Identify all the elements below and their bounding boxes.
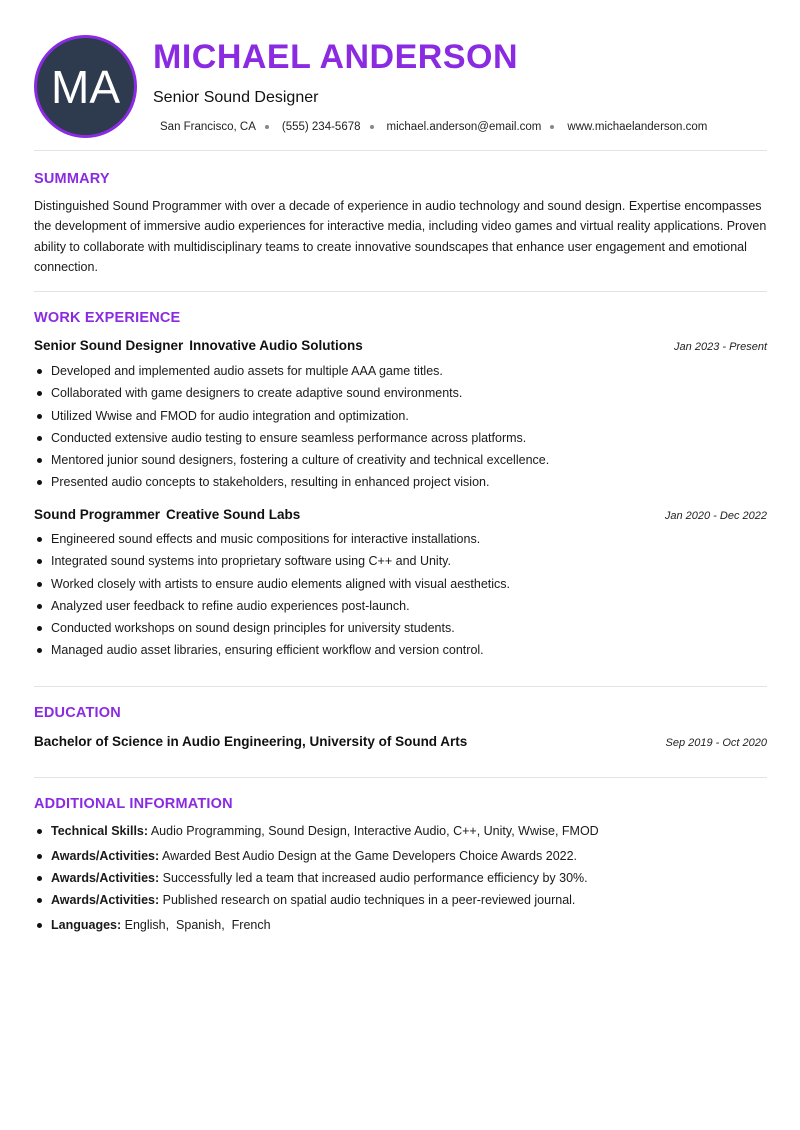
job-title (34, 338, 363, 353)
job-role: Senior Sound Designer (34, 338, 184, 353)
job-header (34, 507, 767, 522)
contact-line (160, 121, 707, 133)
job-title (34, 507, 300, 522)
list-item: Conducted workshops on sound design principles for university students. (34, 617, 767, 639)
education-dates: Sep 2019 - Oct 2020 (665, 737, 767, 749)
item-text: English, Spanish, French (124, 918, 271, 932)
list-item (34, 889, 767, 911)
item-label: Awards/Activities: (51, 871, 160, 885)
item-label: Technical Skills: (51, 824, 149, 838)
contact-email[interactable]: michael.anderson@email.com (386, 121, 542, 133)
separator-dot (550, 125, 554, 129)
divider (34, 291, 767, 292)
list-item (34, 867, 767, 889)
item-text: Awarded Best Audio Design at the Game Developers Choice Awards 2022. (161, 849, 578, 863)
job-role: Sound Programmer (34, 507, 161, 522)
divider (34, 777, 767, 778)
item-label: Awards/Activities: (51, 893, 160, 907)
contact-phone: (555) 234-5678 (281, 121, 361, 133)
list-item: Mentored junior sound designers, fostering a culture of creativity and technical excellence. (34, 449, 767, 471)
item-text: Published research on spatial audio techniques in a peer-reviewed journal. (162, 893, 576, 907)
job-header (34, 338, 767, 353)
list-item: Analyzed user feedback to refine audio experiences post-launch. (34, 595, 767, 617)
additional-info-list (34, 820, 767, 936)
education-degree: Bachelor of Science in Audio Engineering, University of Sound Arts (34, 734, 468, 749)
summary-heading: SUMMARY (34, 171, 110, 187)
education-heading: EDUCATION (34, 705, 121, 721)
list-item: Collaborated with game designers to create adaptive sound environments. (34, 382, 767, 404)
job-bullets (34, 528, 767, 662)
candidate-name: MICHAEL ANDERSON (153, 38, 519, 76)
list-item: Presented audio concepts to stakeholders, resulting in enhanced project vision. (34, 471, 767, 493)
additional-info-heading: ADDITIONAL INFORMATION (34, 796, 233, 812)
item-text: Successfully led a team that increased audio performance efficiency by 30%. (162, 871, 588, 885)
candidate-title: Senior Sound Designer (153, 89, 319, 106)
job-bullets (34, 360, 767, 494)
list-item: Conducted extensive audio testing to ensure seamless performance across platforms. (34, 427, 767, 449)
list-item: Developed and implemented audio assets for multiple AAA game titles. (34, 360, 767, 382)
work-experience-heading: WORK EXPERIENCE (34, 310, 181, 326)
list-item: Integrated sound systems into proprietary software using C++ and Unity. (34, 550, 767, 572)
job-company: Innovative Audio Solutions (189, 338, 363, 353)
list-item (34, 845, 767, 867)
list-item (34, 820, 767, 842)
separator-dot (370, 125, 374, 129)
item-text: Audio Programming, Sound Design, Interactive Audio, C++, Unity, Wwise, FMOD (150, 824, 599, 838)
avatar-initials: MA (51, 60, 120, 113)
education-row (34, 734, 767, 749)
contact-website[interactable]: www.michaelanderson.com (567, 121, 708, 133)
avatar (34, 35, 137, 138)
list-item (34, 914, 767, 936)
list-item: Engineered sound effects and music compositions for interactive installations. (34, 528, 767, 550)
job-dates: Jan 2023 - Present (674, 341, 767, 353)
divider (34, 686, 767, 687)
item-label: Awards/Activities: (51, 849, 160, 863)
list-item: Worked closely with artists to ensure audio elements aligned with visual aesthetics. (34, 573, 767, 595)
list-item: Managed audio asset libraries, ensuring efficient workflow and version control. (34, 639, 767, 661)
job-company: Creative Sound Labs (166, 507, 301, 522)
job-dates: Jan 2020 - Dec 2022 (664, 510, 767, 522)
separator-dot (265, 125, 269, 129)
summary-text: Distinguished Sound Programmer with over a decade of experience in audio technology and sound design. Expertise encompasses the development of immersive audio experiences for interactive media, including video games and virtual reality applications. Proven ability to collaborate with multidisciplinary teams to create innovative soundscapes that enhance user engagement and emotional connection. (34, 199, 767, 274)
divider (34, 150, 767, 151)
item-label: Languages: (51, 918, 122, 932)
contact-location: San Francisco, CA (160, 121, 256, 133)
list-item: Utilized Wwise and FMOD for audio integration and optimization. (34, 405, 767, 427)
